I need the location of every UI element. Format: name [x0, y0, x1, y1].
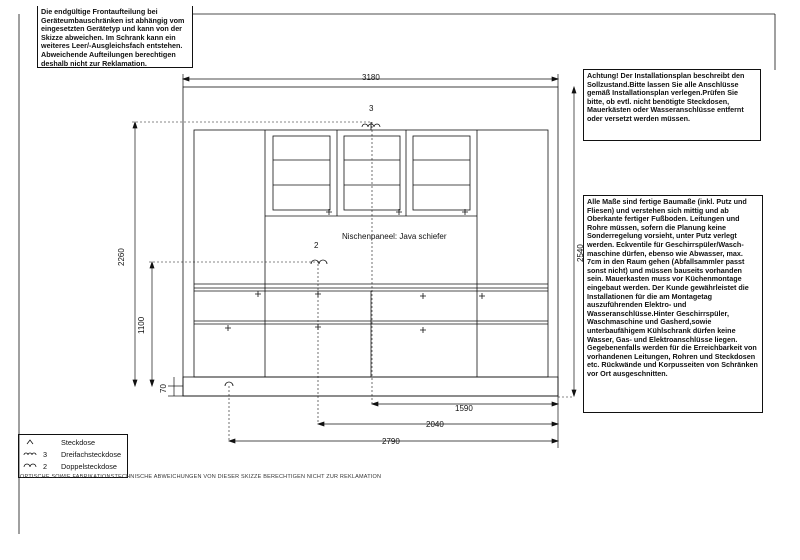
- arrow-icon: [552, 77, 558, 81]
- outlet-count-mid: 2: [314, 241, 319, 250]
- note-right-main: Alle Maße sind fertige Baumaße (inkl. Putz und Fliesen) und verstehen sich mittig und ab Oberkante fertiger Fußboden. Leitungen und Rohre müssen, sofern die Planung keine Sonderregelung vorsieht, unter Putz verlegt werden. Eckventile für Geschirrspüler/Wasch-maschine dürfen, ebenso wie Abwasser, max. 7cm in den Raum gehen (Abfallsammler passt sonst nicht) und müssen bauseits vorhanden sein. Mauerkasten muss vor Küchenmontage eingebaut werden. Der Kunde gewährleistet die Installationen für die am Montagetag auszuführenden Elektro- und Wasseranschlüsse.Hinter Geschirrspüler, Waschmaschine und Gasherd,sowie unterbaufähigem Kühlschrank dürfen keine Wasser, Gas- und Elektroanschlüsse liegen. Gegebenenfalls werden für die Erreichbarkeit von vorhandenen Leitungen, Rohren und Steckdosen etc. Rückwände und Korpusseiten von Schränken vor Ort ausgeschnitten.: [583, 195, 763, 413]
- outlet-count-top: 3: [369, 104, 374, 113]
- dim-label-low-height: 70: [159, 384, 168, 393]
- glass-door-1: [273, 136, 330, 210]
- triple-outlet-icon: [362, 122, 380, 130]
- arrow-icon: [133, 122, 137, 128]
- backsplash-label: Nischenpaneel: Java schiefer: [342, 232, 447, 241]
- arrow-icon: [372, 402, 378, 406]
- arrow-icon: [552, 439, 558, 443]
- outlet-icon: [255, 291, 261, 297]
- outlet-icon: [225, 325, 231, 331]
- note-right-top: Achtung! Der Installationsplan beschreibt den Sollzustand.Bitte lassen Sie alle Anschlüsse gemäß Installationsplan verlegen.Prüfen Sie bitte, ob evtl. nicht benötigte Steckdosen, Mauerkästen oder Wasseranschlüsse entfernt oder versetzt werden müssen.: [583, 69, 761, 141]
- dim-label-mid-height: 1100: [137, 316, 146, 334]
- dim-label-1590: 1590: [455, 404, 473, 413]
- note-top-left: Die endgültige Frontaufteilung bei Geräteumbauschränken ist abhängig vom eingesetzten Gerätetyp und kann von der Skizze abweichen. Im Schrank kann ein weiteres Leer/-Ausgleichsfach entstehen. Abweichende Aufteilungen berechtigen deshalb nicht zur Reklamation.: [37, 6, 193, 68]
- arrow-icon: [183, 77, 189, 81]
- footer-disclaimer: OPTISCHE SOWIE FABRIKATIONSTECHNISCHE ABWEICHUNGEN VON DIESER SKIZZE BERECHTIGEN NICHT ZUR REKLAMATION: [20, 474, 382, 480]
- dim-label-wall-height: 2540: [576, 244, 585, 262]
- dim-label-width: 3180: [362, 73, 380, 82]
- dimension-leaders: [132, 122, 574, 441]
- outlet-icon: [420, 327, 426, 333]
- arrow-icon: [552, 422, 558, 426]
- arrow-icon: [150, 262, 154, 268]
- outlet-markers: [225, 209, 485, 333]
- single-outlet-icon: [225, 382, 233, 386]
- arrow-icon: [572, 390, 576, 396]
- wall-outline: [183, 87, 558, 396]
- dim-label-2790: 2790: [382, 437, 400, 446]
- arrow-icon: [572, 87, 576, 93]
- arrow-icon: [318, 422, 324, 426]
- dim-label-upper-height: 2260: [117, 248, 126, 266]
- glass-door-3: [413, 136, 470, 210]
- legend-box: Steckdose 3 Dreifachsteckdose 2 Doppelsteckdose: [18, 434, 128, 478]
- arrow-icon: [150, 380, 154, 386]
- dim-label-2040: 2040: [426, 420, 444, 429]
- plinth: [183, 377, 558, 396]
- outlet-icon: [479, 293, 485, 299]
- outlet-icon: [420, 293, 426, 299]
- arrow-icon: [229, 439, 235, 443]
- arrow-icon: [133, 380, 137, 386]
- arrow-icon: [552, 402, 558, 406]
